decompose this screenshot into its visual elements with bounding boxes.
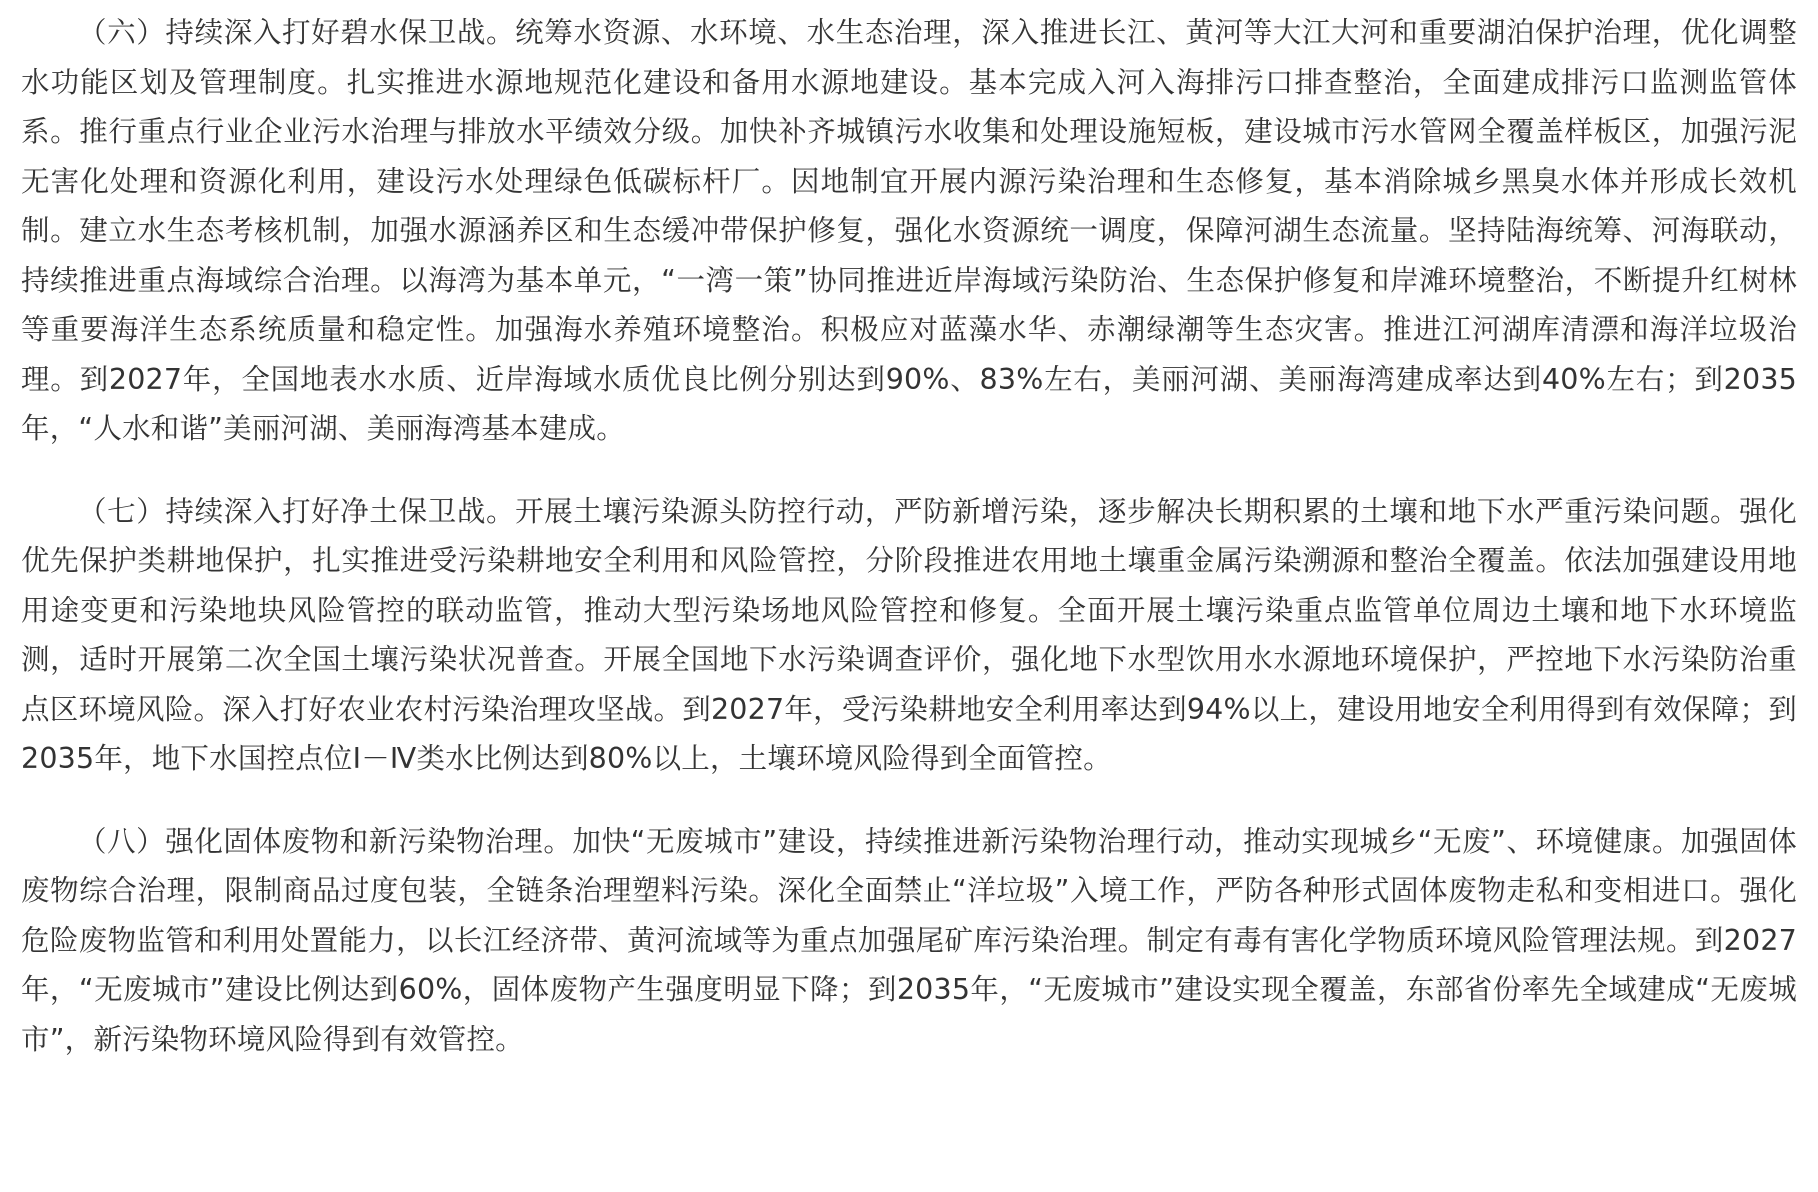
paragraph-solid-waste: （八）强化固体废物和新污染物治理。加快“无废城市”建设，持续推进新污染物治理行动，推动实现城乡“无废”、环境健康。加强固体废物综合治理，限制商品过度包装，全链条治理塑料污染。深化全面禁止“洋垃圾”入境工作，严防各种形式固体废物走私和变相进口。强化危险废物监管和利用处置能力，以长江经济带、黄河流域等为重点加强尾矿库污染治理。制定有毒有害化学物质环境风险管理法规。到2027年，“无废城市”建设比例达到60%，固体废物产生强度明显下降；到2035年，“无废城市”建设实现全覆盖，东部省份率先全域建成“无废城市”，新污染物环境风险得到有效管控。: [21, 824, 1797, 1056]
document-body: [21, 0, 1797, 1064]
paragraph-clean-soil: （七）持续深入打好净土保卫战。开展土壤污染源头防控行动，严防新增污染，逐步解决长期积累的土壤和地下水严重污染问题。强化优先保护类耕地保护，扎实推进受污染耕地安全利用和风险管控，分阶段推进农用地土壤重金属污染溯源和整治全覆盖。依法加强建设用地用途变更和污染地块风险管控的联动监管，推动大型污染场地风险管控和修复。全面开展土壤污染重点监管单位周边土壤和地下水环境监测，适时开展第二次全国土壤污染状况普查。开展全国地下水污染调查评价，强化地下水型饮用水水源地环境保护，严控地下水污染防治重点区环境风险。深入打好农业农村污染治理攻坚战。到2027年，受污染耕地安全利用率达到94%以上，建设用地安全利用得到有效保障；到2035年，地下水国控点位Ⅰ－Ⅳ类水比例达到80%以上，土壤环境风险得到全面管控。: [21, 494, 1797, 775]
paragraph-clean-water: （六）持续深入打好碧水保卫战。统筹水资源、水环境、水生态治理，深入推进长江、黄河等大江大河和重要湖泊保护治理，优化调整水功能区划及管理制度。扎实推进水源地规范化建设和备用水源地建设。基本完成入河入海排污口排查整治，全面建成排污口监测监管体系。推行重点行业企业污水治理与排放水平绩效分级。加快补齐城镇污水收集和处理设施短板，建设城市污水管网全覆盖样板区，加强污泥无害化处理和资源化利用，建设污水处理绿色低碳标杆厂。因地制宜开展内源污染治理和生态修复，基本消除城乡黑臭水体并形成长效机制。建立水生态考核机制，加强水源涵养区和生态缓冲带保护修复，强化水资源统一调度，保障河湖生态流量。坚持陆海统筹、河海联动，持续推进重点海域综合治理。以海湾为基本单元，“一湾一策”协同推进近岸海域污染防治、生态保护修复和岸滩环境整治，不断提升红树林等重要海洋生态系统质量和稳定性。加强海水养殖环境整治。积极应对蓝藻水华、赤潮绿潮等生态灾害。推进江河湖库清漂和海洋垃圾治理。到2027年，全国地表水水质、近岸海域水质优良比例分别达到90%、83%左右，美丽河湖、美丽海湾建成率达到40%左右；到2035年，“人水和谐”美丽河湖、美丽海湾基本建成。: [21, 16, 1797, 445]
